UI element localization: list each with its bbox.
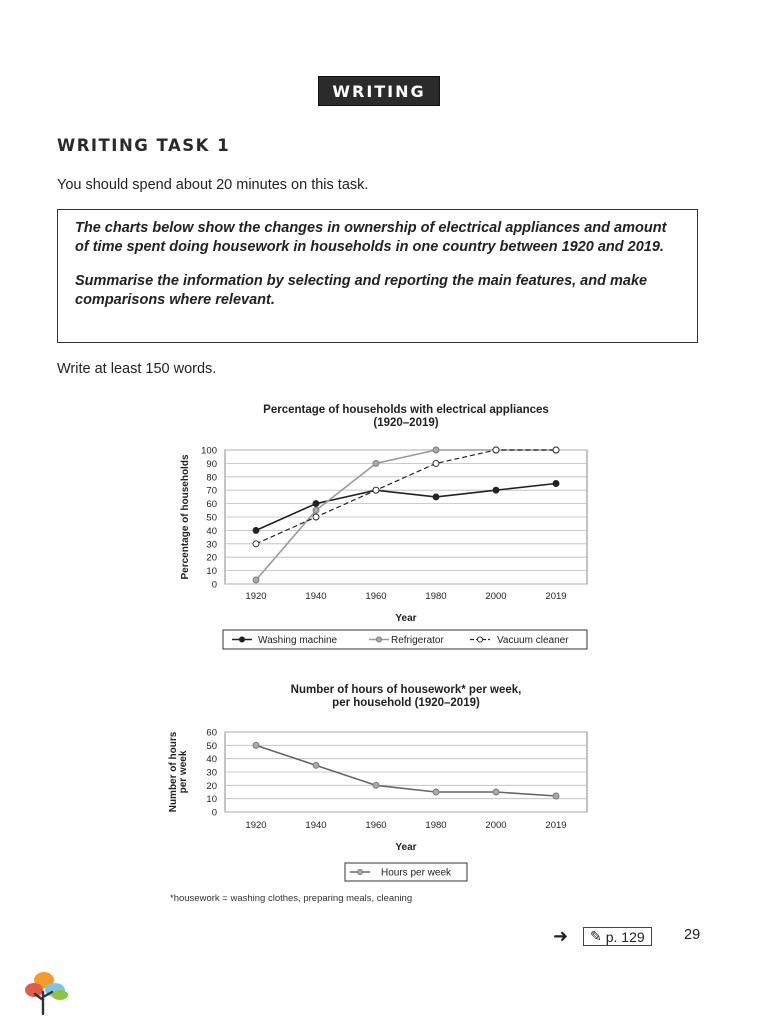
page-ref-label: p. 129 bbox=[605, 928, 645, 945]
chart-1-title-line-2: (1920–2019) bbox=[373, 417, 439, 429]
chart-1-data-point bbox=[493, 447, 499, 453]
chart-1-x-tick-label: 1960 bbox=[365, 591, 387, 602]
chart-1-y-tick-label: 60 bbox=[206, 499, 217, 511]
chart-1-series-line-2 bbox=[256, 450, 556, 580]
pencil-icon: ✎ bbox=[590, 928, 602, 944]
chart-1-data-point bbox=[373, 460, 379, 466]
word-count-instruction: Write at least 150 words. bbox=[57, 361, 217, 377]
chart-1-y-tick-label: 0 bbox=[211, 579, 217, 591]
chart-2-x-tick-label: 1980 bbox=[425, 820, 447, 831]
chart-2-data-point bbox=[433, 789, 439, 795]
chart-1-legend-label: Refrigerator bbox=[391, 635, 444, 646]
chart-2-y-tick-label: 40 bbox=[206, 754, 217, 766]
chart-1-x-tick-label: 1920 bbox=[245, 591, 267, 602]
task-prompt-instruction: Summarise the information by selecting and reporting the main features, and make comparisons where relevant. bbox=[75, 273, 648, 308]
chart-1-legend-swatch-marker bbox=[376, 637, 381, 642]
chart-1-legend-label: Washing machine bbox=[258, 635, 338, 646]
arrow-right-icon: ➜ bbox=[553, 926, 569, 946]
chart-1-title-line-1: Percentage of households with electrical appliances bbox=[263, 404, 549, 416]
chart-1-y-tick-label: 20 bbox=[206, 552, 217, 564]
chart-2-y-axis-label: Number of hours bbox=[168, 731, 179, 813]
chart-2-series-line-1 bbox=[256, 745, 556, 796]
chart-2-data-point bbox=[373, 782, 379, 788]
chart-1-y-tick-label: 100 bbox=[201, 445, 217, 457]
chart-2-x-tick-label: 2000 bbox=[485, 820, 507, 831]
chart-1-data-point bbox=[553, 481, 559, 487]
chart-2-legend-swatch-marker bbox=[357, 869, 362, 874]
page-reference bbox=[553, 926, 652, 946]
chart-2-data-point bbox=[493, 789, 499, 795]
chart-1-legend-swatch-marker bbox=[239, 637, 244, 642]
chart-1-legend-swatch-marker bbox=[477, 637, 482, 642]
chart-1-data-point bbox=[253, 541, 259, 547]
chart-1-data-point bbox=[313, 514, 319, 520]
chart-1-data-point bbox=[433, 494, 439, 500]
chart-1-x-tick-label: 1980 bbox=[425, 591, 447, 602]
chart-2-y-tick-label: 50 bbox=[206, 740, 217, 752]
chart-1-x-tick-label: 2019 bbox=[545, 591, 567, 602]
chart-2-y-tick-label: 30 bbox=[206, 767, 217, 779]
chart-2-data-point bbox=[553, 793, 559, 799]
chart-1-data-point bbox=[493, 487, 499, 493]
chart-1-y-tick-label: 50 bbox=[206, 512, 217, 524]
chart-1-data-point bbox=[313, 507, 319, 513]
chart-1-y-axis-label: Percentage of households bbox=[180, 454, 191, 580]
tree-logo-icon bbox=[18, 968, 72, 1016]
chart-1-data-point bbox=[253, 527, 259, 533]
task-prompt-description: The charts below show the changes in ownership of electrical appliances and amount of time spent doing housework in households in one country between 1920 and 2019. bbox=[75, 220, 667, 255]
chart-2-y-tick-label: 10 bbox=[206, 794, 217, 806]
chart-1-y-tick-label: 80 bbox=[206, 472, 217, 484]
chart-2-title-line-2: per household (1920–2019) bbox=[332, 697, 480, 709]
chart-1-y-tick-label: 10 bbox=[206, 566, 217, 578]
chart-1-y-tick-label: 40 bbox=[206, 525, 217, 537]
chart-2-legend-label: Hours per week bbox=[381, 867, 452, 879]
chart-1-data-point bbox=[553, 447, 559, 453]
chart-2-x-axis-label: Year bbox=[395, 842, 417, 853]
chart-2-x-tick-label: 1920 bbox=[245, 820, 267, 831]
chart-2-y-tick-label: 20 bbox=[206, 780, 217, 792]
chart-2-data-point bbox=[253, 742, 259, 748]
chart-1-x-tick-label: 2000 bbox=[485, 591, 507, 602]
task-heading: WRITING TASK 1 bbox=[57, 136, 231, 155]
page-number: 29 bbox=[684, 927, 701, 943]
chart-2-y-tick-label: 60 bbox=[206, 727, 217, 739]
chart-2-x-tick-label: 1940 bbox=[305, 820, 327, 831]
chart-2-y-axis-label: per week bbox=[178, 750, 189, 794]
chart-1-data-point bbox=[433, 460, 439, 466]
chart-1-x-tick-label: 1940 bbox=[305, 591, 327, 602]
housework-footnote: *housework = washing clothes, preparing meals, cleaning bbox=[170, 893, 413, 904]
chart-1-y-tick-label: 70 bbox=[206, 485, 217, 497]
chart-1-data-point bbox=[373, 487, 379, 493]
chart-2-title-line-1: Number of hours of housework* per week, bbox=[290, 684, 522, 696]
chart-1-y-tick-label: 90 bbox=[206, 458, 217, 470]
chart-1-data-point bbox=[313, 501, 319, 507]
chart-1-data-point bbox=[253, 577, 259, 583]
chart-2-x-tick-label: 2019 bbox=[545, 820, 567, 831]
chart-1-y-tick-label: 30 bbox=[206, 539, 217, 551]
chart-1-series-line-3 bbox=[256, 450, 556, 544]
chart-1-legend-label: Vacuum cleaner bbox=[497, 635, 569, 646]
page-ref-box bbox=[583, 927, 652, 946]
chart-2-x-tick-label: 1960 bbox=[365, 820, 387, 831]
chart-1-x-axis-label: Year bbox=[395, 613, 417, 624]
time-instruction: You should spend about 20 minutes on this task. bbox=[57, 177, 369, 193]
chart-2-y-tick-label: 0 bbox=[211, 807, 217, 819]
chart-1-data-point bbox=[433, 447, 439, 453]
chart-2-data-point bbox=[313, 762, 319, 768]
section-banner: WRITING bbox=[318, 76, 440, 106]
